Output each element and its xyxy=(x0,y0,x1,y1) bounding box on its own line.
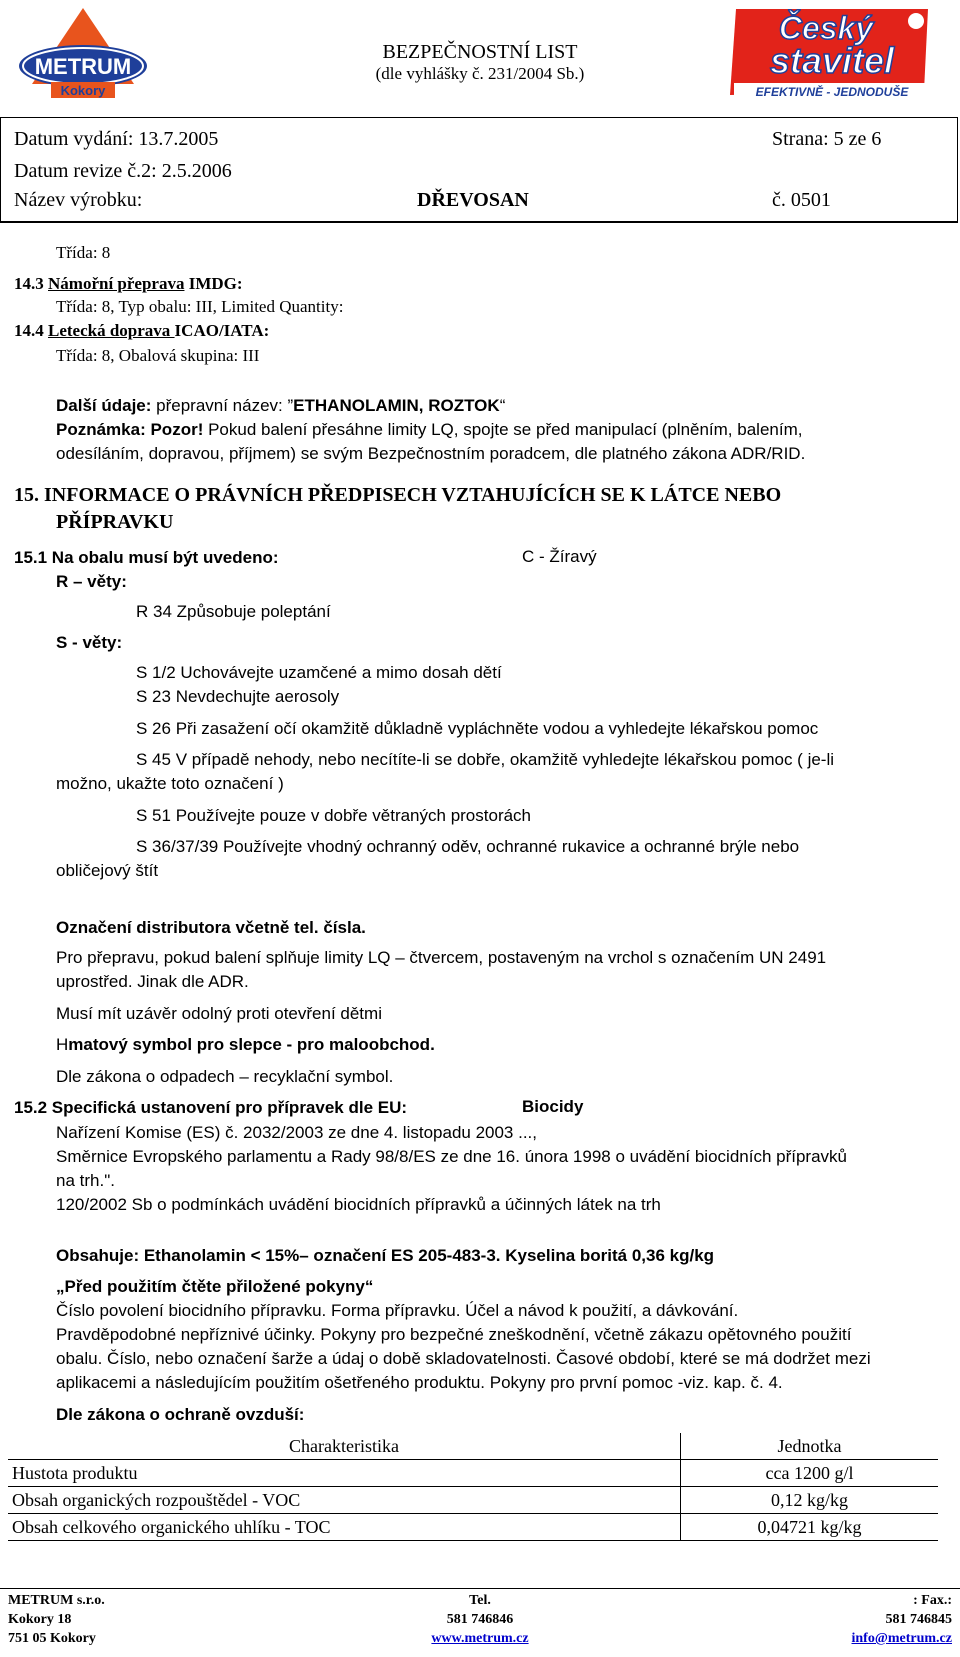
logo-cesky-text: Český xyxy=(778,10,874,46)
s-phrases-label: S - věty: xyxy=(56,633,123,652)
footer-company: METRUM s.r.o. xyxy=(8,1593,105,1608)
footer-city: 751 05 Kokory xyxy=(8,1631,96,1646)
table-cell-value: 0,04721 kg/kg xyxy=(681,1514,939,1541)
cesky-stavitel-logo xyxy=(728,5,936,103)
section-15-1-label: 15.1 Na obalu musí být uvedeno: xyxy=(14,548,279,567)
revision-date: Datum revize č.2: 2.5.2006 xyxy=(14,160,232,182)
metrum-logo xyxy=(16,6,151,102)
logo-stavitel-text: stavitel xyxy=(769,40,895,81)
table-cell-value: cca 1200 g/l xyxy=(681,1460,939,1487)
note-line-1: Poznámka: Pozor! Pokud balení přesáhne limity LQ, spojte se před manipulací (plněním, balením, xyxy=(56,420,803,439)
s-36-37-39: S 36/37/39 Používejte vhodný ochranný oděv, ochranné rukavice a ochranné brýle nebo xyxy=(136,837,800,856)
additional-info: Další údaje: přepravní název: ”ETHANOLAMIN, ROZTOK“ xyxy=(56,396,506,415)
table-header-unit: Jednotka xyxy=(681,1433,939,1460)
table-header-row xyxy=(8,1433,938,1460)
table-header-characteristics: Charakteristika xyxy=(8,1433,681,1460)
lq-line-2: uprostřed. Jinak dle ADR. xyxy=(56,972,249,991)
paragraph-line-2: Pravděpodobné nepříznivé účinky. Pokyny pro bezpečné zneškodnění, včetně zákazu opětovného použití xyxy=(56,1325,852,1344)
read-before-use: „Před použitím čtěte přiložené pokyny“ xyxy=(56,1277,374,1296)
table-cell-name: Obsah celkového organického uhlíku - TOC xyxy=(8,1514,681,1541)
paragraph-line-4: aplikacemi a následujícím použitím ošetřeného produktu. Pokyny pro první pomoc -viz. kap. č. 4. xyxy=(56,1373,783,1392)
section-15-1-value: C - Žíravý xyxy=(522,547,597,566)
distributor-label: Označení distributora včetně tel. čísla. xyxy=(56,918,366,937)
lq-line-1: Pro přepravu, pokud balení splňuje limity LQ – čtvercem, postaveným na vrchol s označením UN 2491 xyxy=(56,948,827,967)
logo-metrum-text: METRUM xyxy=(34,54,132,79)
s-26: S 26 Při zasažení očí okamžitě důkladně vypláchněte vodou a vyhledejte lékařskou pomoc xyxy=(136,719,819,738)
document-title: BEZPEČNOSTNÍ LIST xyxy=(382,41,578,63)
paragraph-line-3: obalu. Číslo, nebo označení šarže a údaj o době skladovatelnosti. Časové období, které se má dodržet mezi xyxy=(56,1349,871,1368)
table-cell-name: Obsah organických rozpouštědel - VOC xyxy=(8,1487,681,1514)
logo-kokory-text: Kokory xyxy=(60,83,106,98)
product-name: DŘEVOSAN xyxy=(417,189,529,211)
class-line: Třída: 8 xyxy=(56,243,111,262)
section-15-heading-cont: PŘÍPRAVKU xyxy=(56,511,174,533)
note-line-2: odesíláním, dopravou, příjmem) se svým Bezpečnostním poradcem, dle platného zákona ADR/RID. xyxy=(56,444,806,463)
s-45: S 45 V případě nehody, nebo necítíte-li se dobře, okamžitě vyhledejte lékařskou pomoc ( je-li xyxy=(136,750,835,769)
section-15-2-value: Biocidy xyxy=(522,1097,584,1116)
table-row xyxy=(8,1514,938,1541)
section-14-3: 14.3 Námořní přeprava IMDG: xyxy=(14,274,243,293)
eu-regulation-1: Nařízení Komise (ES) č. 2032/2003 ze dne 4. listopadu 2003 ..., xyxy=(56,1123,538,1142)
section-14-4: 14.4 Letecká doprava ICAO/IATA: xyxy=(14,321,270,340)
r-34: R 34 Způsobuje poleptání xyxy=(136,602,331,621)
table-row xyxy=(8,1487,938,1514)
s-51: S 51 Používejte pouze v dobře větraných prostorách xyxy=(136,806,532,825)
eu-regulation-4: 120/2002 Sb o podmínkách uvádění biocidních přípravků a účinných látek na trh xyxy=(56,1195,661,1214)
s-45-cont: možno, ukažte toto označení ) xyxy=(56,774,284,793)
section-14-4-detail: Třída: 8, Obalová skupina: III xyxy=(56,346,260,365)
footer-fax: 581 746845 xyxy=(885,1612,952,1627)
eu-regulation-2: Směrnice Evropského parlamentu a Rady 98/8/ES ze dne 16. února 1998 o uvádění biocidních přípravků xyxy=(56,1147,847,1166)
issue-date: Datum vydání: 13.7.2005 xyxy=(14,128,219,150)
document-subtitle: (dle vyhlášky č. 231/2004 Sb.) xyxy=(375,64,585,83)
characteristics-table xyxy=(8,1433,938,1541)
child-resistant: Musí mít uzávěr odolný proti otevření dětmi xyxy=(56,1004,382,1023)
logo-slogan-text: EFEKTIVNĚ - JEDNODUŠE xyxy=(755,85,909,99)
section-14-3-detail: Třída: 8, Typ obalu: III, Limited Quantity: xyxy=(56,297,344,316)
table-row xyxy=(8,1460,938,1487)
footer-street: Kokory 18 xyxy=(8,1612,72,1627)
product-number: č. 0501 xyxy=(772,189,831,211)
paragraph-line-1: Číslo povolení biocidního přípravku. Forma přípravku. Účel a návod k použití, a dávkování. xyxy=(56,1301,739,1320)
eu-regulation-3: na trh.". xyxy=(56,1171,115,1190)
footer-tel-label: Tel. xyxy=(469,1593,491,1608)
table-cell-name: Hustota produktu xyxy=(8,1460,681,1487)
s-23: S 23 Nevdechujte aerosoly xyxy=(136,687,340,706)
product-label: Název výrobku: xyxy=(14,189,143,211)
footer-email-link[interactable]: info@metrum.cz xyxy=(851,1631,952,1646)
footer-fax-label: : Fax.: xyxy=(913,1593,952,1608)
table-cell-value: 0,12 kg/kg xyxy=(681,1487,939,1514)
s-36-37-39-cont: obličejový štít xyxy=(56,861,159,880)
s-1-2: S 1/2 Uchovávejte uzamčené a mimo dosah dětí xyxy=(136,663,502,682)
footer-divider xyxy=(0,1588,960,1589)
waste-symbol: Dle zákona o odpadech – recyklační symbol. xyxy=(56,1067,394,1086)
page-number: Strana: 5 ze 6 xyxy=(772,128,882,150)
r-phrases-label: R – věty: xyxy=(56,572,127,591)
section-15-heading: 15. INFORMACE O PRÁVNÍCH PŘEDPISECH VZTAHUJÍCÍCH SE K LÁTCE NEBO xyxy=(14,484,782,506)
section-15-2-label: 15.2 Specifická ustanovení pro přípravek dle EU: xyxy=(14,1098,408,1117)
contains-line: Obsahuje: Ethanolamin < 15%– označení ES 205-483-3. Kyselina boritá 0,36 kg/kg xyxy=(56,1246,715,1265)
footer-tel: 581 746846 xyxy=(446,1612,514,1627)
tactile-symbol: Hmatový symbol pro slepce - pro maloobchod. xyxy=(56,1035,435,1054)
footer-web-link[interactable]: www.metrum.cz xyxy=(431,1631,529,1646)
air-protection-label: Dle zákona o ochraně ovzduší: xyxy=(56,1405,305,1424)
